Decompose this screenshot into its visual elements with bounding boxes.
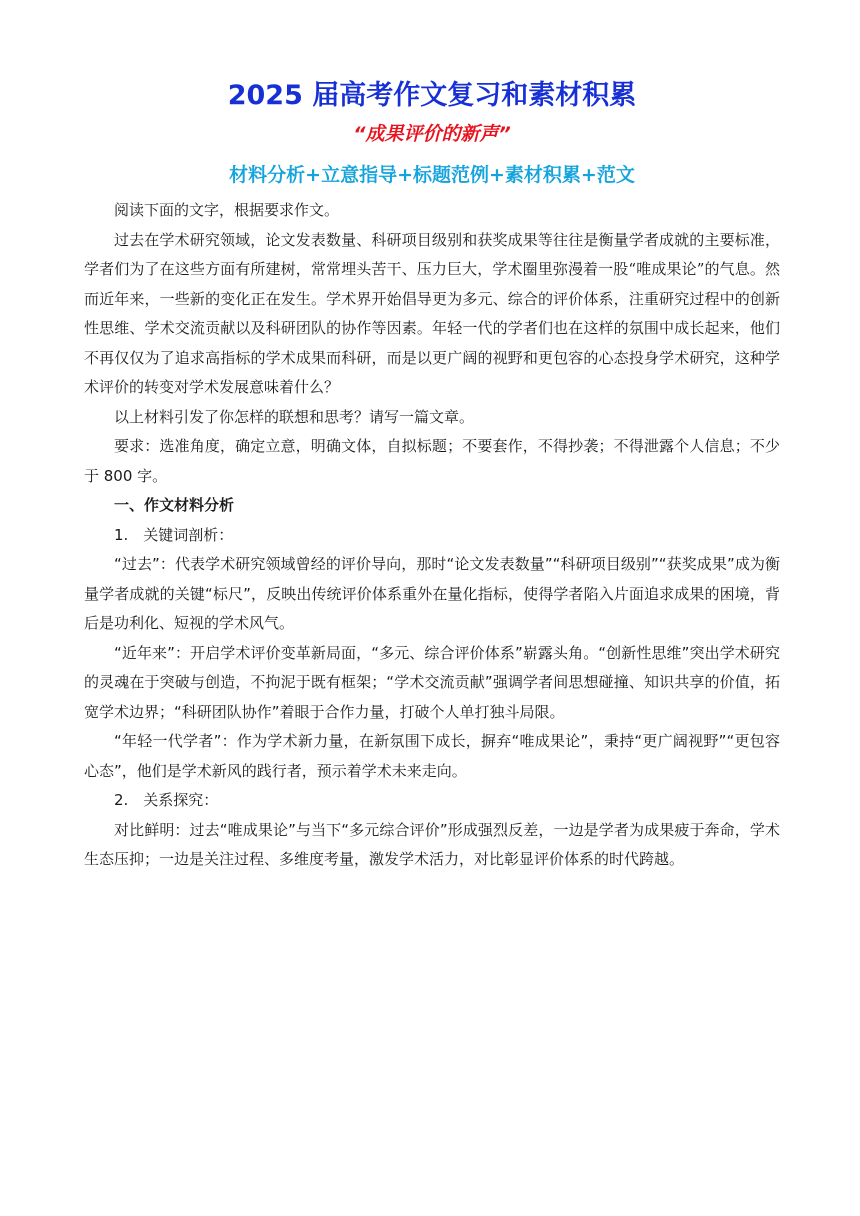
contrast-paragraph: 对比鲜明：过去“唯成果论”与当下“多元综合评价”形成强烈反差，一边是学者为成果疲于奔命，学术生态压抑；一边是关注过程、多维度考量，激发学术活力，对比彰显评价体系的时代跨越。 <box>84 820 780 868</box>
keyword-young-paragraph: “年轻一代学者”：作为学术新力量，在新氛围下成长，摒弃“唯成果论”，秉持“更广阔视野”“更包容心态”，他们是学术新风的践行者，预示着学术未来走向。 <box>84 732 780 780</box>
material-paragraph: 过去在学术研究领域，论文发表数量、科研项目级别和获奖成果等往往是衡量学者成就的主要标准，学者们为了在这些方面有所建树，常常埋头苦干、压力巨大，学术圈里弥漫着一股“唯成果论”的气息。然而近年来，一些新的变化正在发生。学术界开始倡导更为多元、综合的评价体系，注重研究过程中的创新性思维、学术交流贡献以及科研团队的协作等因素。年轻一代的学者们也在这样的氛围中成长起来，他们不再仅仅为了追求高指标的学术成果而科研，而是以更广阔的视野和更包容的心态投身学术研究，这种学术评价的转变对学术发展意味着什么？ <box>84 230 780 396</box>
keyword-recent-paragraph: “近年来”：开启学术评价变革新局面，“多元、综合评价体系”崭露头角。“创新性思维”突出学术研究的灵魂在于突破与创造，不拘泥于既有框架；“学术交流贡献”强调学者间思想碰撞、知识共享的价值，拓宽学术边界；“科研团队协作”着眼于合作力量，打破个人单打独斗局限。 <box>84 643 780 721</box>
intro-paragraph: 阅读下面的文字，根据要求作文。 <box>114 201 340 219</box>
section-heading-analysis: 一、作文材料分析 <box>114 496 235 514</box>
requirements-paragraph: 要求：选准角度，确定立意，明确文体，自拟标题；不要套作，不得抄袭；不得泄露个人信息；不少于 800 字。 <box>84 437 780 485</box>
document-page <box>84 78 780 875</box>
list-item-keywords: 1. 关键词剖析： <box>114 525 234 544</box>
document-tagline: 材料分析+立意指导+标题范例+素材积累+范文 <box>229 164 635 186</box>
keyword-past-paragraph: “过去”：代表学术研究领域曾经的评价导向，那时“论文发表数量”“科研项目级别”“获奖成果”成为衡量学者成就的关键“标尺”，反映出传统评价体系重外在量化指标，使得学者陷入片面追求成果的困境，背后是功利化、短视的学术风气。 <box>84 555 780 632</box>
document-title: 2025 届高考作文复习和素材积累 <box>227 80 637 111</box>
prompt-paragraph: 以上材料引发了你怎样的联想和思考？请写一篇文章。 <box>114 407 475 426</box>
document-subtitle: “成果评价的新声” <box>353 123 511 145</box>
list-item-relations: 2. 关系探究： <box>114 791 219 809</box>
